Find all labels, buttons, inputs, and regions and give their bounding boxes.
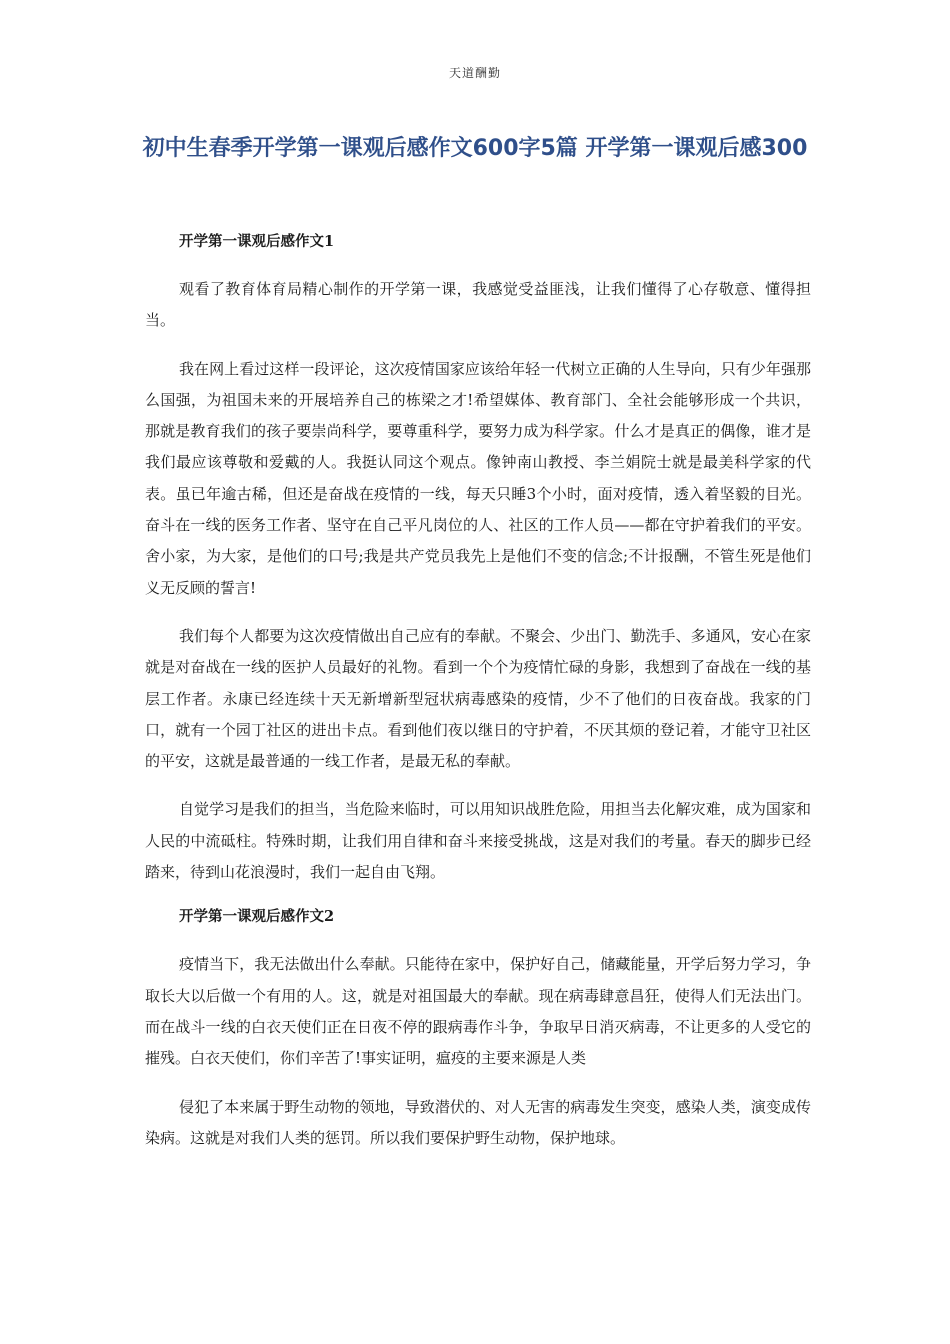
header-note: 天道酬勤 [448, 66, 501, 80]
paragraph: 我在网上看过这样一段评论，这次疫情国家应该给年轻一代树立正确的人生导向，只有少年强那么国强，为祖国未来的开展培养自己的栋梁之才!希望媒体、教育部门、全社会能够形成一个共识，那就是教育我们的孩子要崇尚科学，要尊重科学，要努力成为科学家。什么才是真正的偶像，谁才是我们最应该尊敬和爱戴的人。我挺认同这个观点。像钟南山教授、李兰娟院士就是最美科学家的代表。虽已年逾古稀，但还是奋战在疫情的一线，每天只睡3个小时，面对疫情，透入着坚毅的目光。奋斗在一线的医务工作者、坚守在自己平凡岗位的人、社区的工作人员——都在守护着我们的平安。舍小家，为大家，是他们的口号;我是共产党员我先上是他们不变的信念;不计报酬，不管生死是他们义无反顾的誓言! [145, 359, 811, 597]
section-heading: 开学第一课观后感作文1 [179, 233, 335, 250]
document-title: 初中生春季开学第一课观后感作文600字5篇 开学第一课观后感300 [142, 136, 808, 161]
paragraph: 自觉学习是我们的担当，当危险来临时，可以用知识战胜危险，用担当去化解灾难，成为国家和人民的中流砥柱。特殊时期，让我们用自律和奋斗来接受挑战，这是对我们的考量。春天的脚步已经踏来，待到山花浪漫时，我们一起自由飞翔。 [145, 800, 811, 882]
paragraph: 疫情当下，我无法做出什么奉献。只能待在家中，保护好自己，储藏能量，开学后努力学习，争取长大以后做一个有用的人。这，就是对祖国最大的奉献。现在病毒肆意昌狂，使得人们无法出门。而在战斗一线的白衣天使们正在日夜不停的跟病毒作斗争，争取早日消灭病毒，不让更多的人受它的摧残。白衣天使们，你们辛苦了!事实证明，瘟疫的主要来源是人类 [145, 955, 811, 1068]
paragraph: 侵犯了本来属于野生动物的领地，导致潜伏的、对人无害的病毒发生突变，感染人类，演变成传染病。这就是对我们人类的惩罚。所以我们要保护野生动物，保护地球。 [145, 1097, 811, 1147]
paragraph: 我们每个人都要为这次疫情做出自己应有的奉献。不聚会、少出门、勤洗手、多通风，安心在家就是对奋战在一线的医护人员最好的礼物。看到一个个为疫情忙碌的身影，我想到了奋战在一线的基层工作者。永康已经连续十天无新增新型冠状病毒感染的疫情，少不了他们的日夜奋战。我家的门口，就有一个园丁社区的进出卡点。看到他们夜以继日的守护着，不厌其烦的登记着，才能守卫社区的平安，这就是最普通的一线工作者，是最无私的奉献。 [145, 626, 811, 771]
document-body [145, 230, 811, 1171]
paragraph: 观看了教育体育局精心制作的开学第一课，我感觉受益匪浅，让我们懂得了心存敬意、懂得担当。 [145, 280, 811, 330]
section-heading: 开学第一课观后感作文2 [179, 908, 335, 926]
